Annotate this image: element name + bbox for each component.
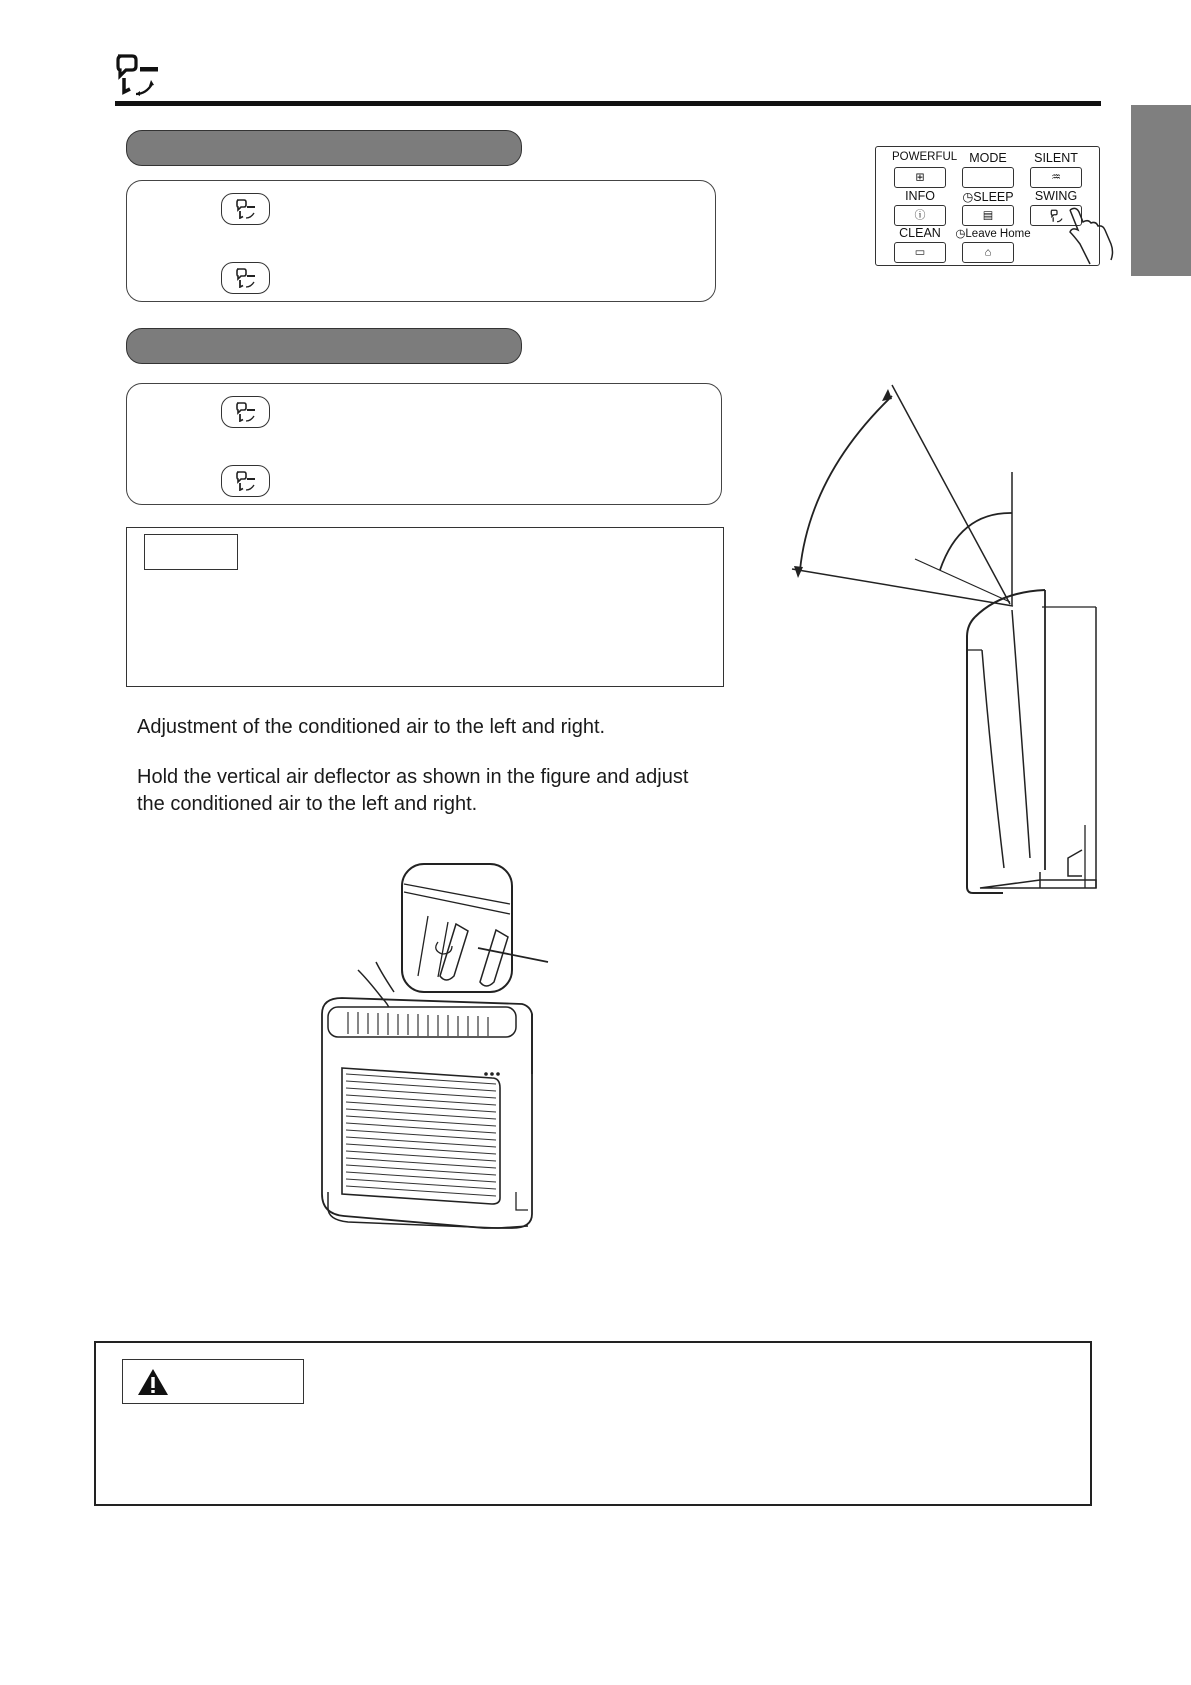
clean-label: CLEAN xyxy=(899,226,941,240)
silent-label: SILENT xyxy=(1034,151,1078,165)
side-view-swing-diagram xyxy=(780,380,1100,895)
info-icon: ⓘ xyxy=(914,209,926,221)
instruction-line-3: the conditioned air to the left and right. xyxy=(137,793,478,815)
section-title-bar-2 xyxy=(126,328,522,364)
header-rule xyxy=(115,101,1101,106)
info-label: INFO xyxy=(905,189,935,203)
house-icon: ⌂ xyxy=(984,246,992,258)
leavehome-label: Leave Home xyxy=(965,228,1031,240)
leavehome-key xyxy=(962,242,1014,263)
clock-icon: ◷ xyxy=(962,190,974,204)
swing-button-1b xyxy=(221,262,270,294)
mode-key xyxy=(962,167,1014,188)
note-label-box xyxy=(144,534,238,570)
hand-pointer-icon xyxy=(1060,198,1120,268)
sleep-label: SLEEP xyxy=(973,190,1014,204)
front-unit-illustration xyxy=(318,862,568,1252)
instruction-line-1: Adjustment of the conditioned air to the left and right. xyxy=(137,716,606,738)
mode-label: MODE xyxy=(969,151,1007,165)
leavehome-label-wrap xyxy=(954,226,1032,240)
sleep-key xyxy=(962,205,1014,226)
warning-triangle-icon xyxy=(137,1368,169,1396)
powerful-key xyxy=(894,167,946,188)
swing-label: SWING xyxy=(1034,189,1078,203)
clock-icon: ◷ xyxy=(955,228,966,240)
powerful-icon: ⊞ xyxy=(915,171,925,183)
swing-button-2a xyxy=(221,396,270,428)
caution-label-box xyxy=(122,1359,304,1404)
bed-icon: ▤ xyxy=(982,209,994,221)
swing-louver-icon xyxy=(114,52,166,98)
section-box-1 xyxy=(126,180,716,302)
clean-icon: ▭ xyxy=(914,246,926,258)
silent-icon: ♒ xyxy=(1051,171,1061,183)
sleep-label-wrap xyxy=(960,189,1016,204)
clean-key xyxy=(894,242,946,263)
silent-key xyxy=(1030,167,1082,188)
side-tab xyxy=(1131,105,1191,276)
section-title-bar-1 xyxy=(126,130,522,166)
info-key xyxy=(894,205,946,226)
swing-button-1a xyxy=(221,193,270,225)
swing-button-2b xyxy=(221,465,270,497)
section-box-2 xyxy=(126,383,722,505)
instruction-line-2: Hold the vertical air deflector as shown in the figure and adjust xyxy=(137,766,689,788)
powerful-label: POWERFUL xyxy=(892,151,958,163)
